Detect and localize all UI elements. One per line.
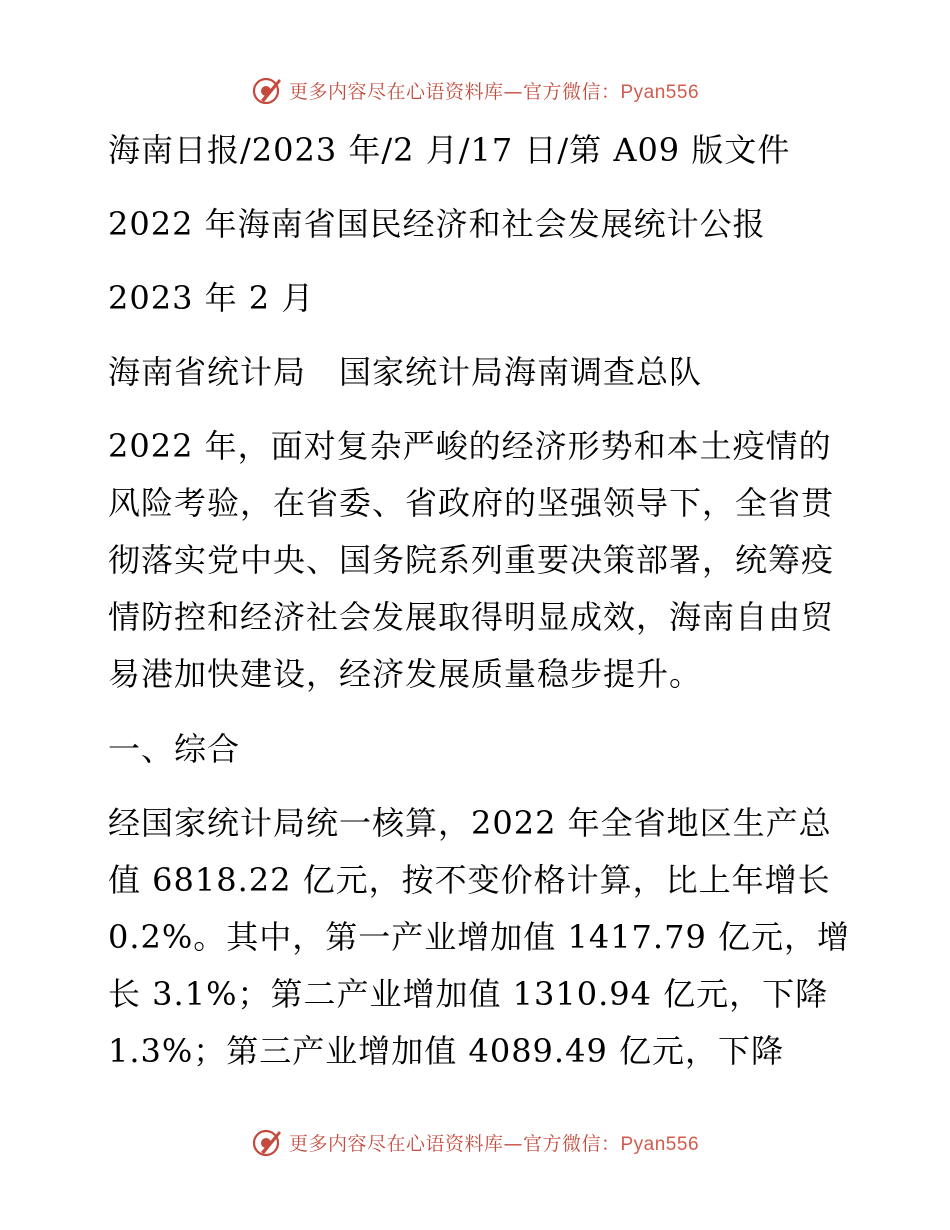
paragraph-line: 长 3.1%；第二产业增加值 1310.94 亿元，下降 [108, 975, 829, 1013]
paragraph-line: 1.3%；第三产业增加值 4089.49 亿元，下降 [108, 1032, 784, 1070]
watermark-text: 更多内容尽在心语资料库 [288, 1132, 504, 1155]
section1-paragraph [108, 795, 853, 1080]
intro-paragraph [108, 418, 853, 703]
paragraph-line: 2022 年，面对复杂严峻的经济形势和本土疫情的 [108, 427, 832, 465]
watermark-header [0, 70, 950, 110]
watermark-separator: — [503, 80, 523, 103]
watermark-wechat-id: Pyan556 [620, 81, 700, 103]
paragraph-line: 彻落实党中央、国务院系列重要决策部署，统筹疫 [108, 541, 835, 579]
paragraph-line: 0.2%。其中，第一产业增加值 1417.79 亿元，增 [108, 918, 850, 956]
quill-logo-icon [251, 73, 285, 107]
source-line: 海南日报/2023 年/2 月/17 日/第 A09 版文件 [108, 131, 791, 169]
document-date: 2023 年 2 月 [108, 279, 315, 317]
quill-logo-icon [251, 1125, 285, 1159]
document-body [108, 122, 853, 1098]
section-heading: 一、综合 [108, 730, 241, 768]
watermark-official: 官方微信： [522, 80, 621, 103]
document-title: 2022 年海南省国民经济和社会发展统计公报 [108, 205, 766, 243]
watermark-footer [0, 1122, 950, 1162]
paragraph-line: 易港加快建设，经济发展质量稳步提升。 [108, 655, 703, 693]
paragraph-line: 值 6818.22 亿元，按不变价格计算，比上年增长 [108, 861, 831, 899]
watermark-official: 官方微信： [522, 1132, 621, 1155]
paragraph-line: 风险考验，在省委、省政府的坚强领导下，全省贯 [108, 484, 835, 522]
watermark-wechat-id: Pyan556 [620, 1133, 700, 1155]
watermark-separator: — [503, 1132, 523, 1155]
watermark-text: 更多内容尽在心语资料库 [288, 80, 504, 103]
document-issuers: 海南省统计局 国家统计局海南调查总队 [108, 353, 703, 391]
paragraph-line: 经国家统计局统一核算，2022 年全省地区生产总 [108, 804, 832, 842]
paragraph-line: 情防控和经济社会发展取得明显成效，海南自由贸 [108, 598, 835, 636]
